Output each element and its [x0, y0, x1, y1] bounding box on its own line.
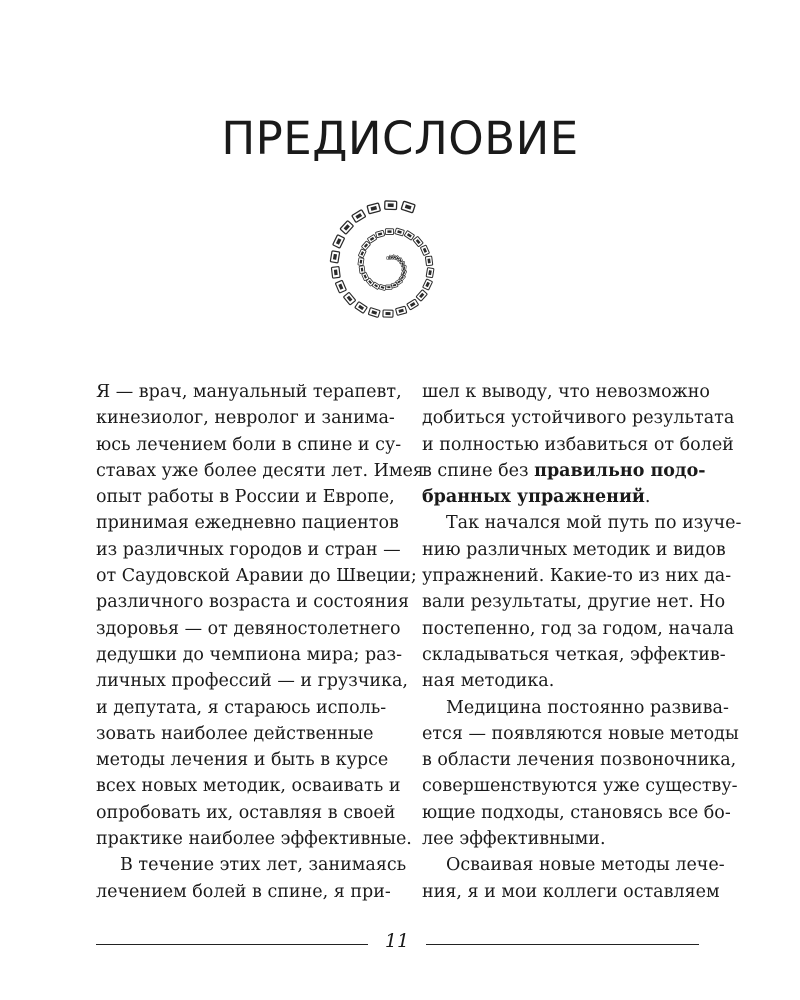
text-run: дедушки до чемпиона мира; раз-	[96, 644, 403, 665]
spiral-glyph	[352, 210, 366, 223]
text-run: вали результаты, другие нет. Но	[422, 592, 726, 613]
text-line	[96, 458, 424, 484]
text-line	[422, 379, 710, 405]
text-line	[422, 510, 742, 536]
text-line	[422, 747, 737, 773]
spiral-glyph	[413, 236, 423, 247]
text-line	[422, 405, 735, 431]
text-run: всех новых методик, осваивать и	[96, 776, 401, 797]
spiral-glyph	[401, 201, 415, 213]
text-run: в области лечения позвоночника,	[422, 750, 737, 771]
page-number: 11	[384, 930, 410, 952]
text-line	[96, 747, 389, 773]
spiral-glyph	[401, 261, 405, 267]
text-run: и депутата, я стараюсь исполь-	[96, 697, 387, 718]
text-line	[422, 537, 726, 563]
bold-text-run: правильно подо-	[534, 460, 706, 481]
text-line	[96, 721, 373, 747]
text-run: ющие подходы, становясь все бо-	[422, 802, 731, 823]
text-run: складываться четкая, эффектив-	[422, 644, 726, 665]
text-line	[422, 563, 732, 589]
text-run: совершенствуются уже существу-	[422, 776, 738, 797]
text-run: кинезиолог, невролог и занима-	[96, 408, 395, 429]
spiral-glyph	[426, 268, 434, 278]
text-line	[96, 852, 407, 878]
spiral-glyph	[423, 279, 433, 290]
spiral-glyph	[396, 306, 407, 315]
spiral-glyph	[416, 290, 427, 302]
text-run: опыт работы в России и Европе,	[96, 487, 395, 508]
text-run: ная методика.	[422, 671, 555, 692]
text-run: Я — врач, мануальный терапевт,	[96, 382, 402, 402]
text-line	[96, 616, 401, 642]
text-line	[96, 589, 410, 615]
text-run: и полностью избавиться от болей	[422, 434, 734, 455]
text-line	[96, 537, 401, 563]
text-column-left	[96, 379, 424, 905]
bold-text-run: бранных упражнений	[422, 487, 645, 508]
text-run: здоровья — от девяностолетнего	[96, 618, 401, 639]
text-line	[96, 379, 402, 405]
text-line	[422, 484, 699, 510]
text-line	[96, 563, 417, 589]
spiral-ornament-icon	[323, 200, 455, 332]
text-run: постепенно, год за годом, начала	[422, 618, 735, 639]
text-run: практике наиболее эффективные.	[96, 829, 412, 850]
text-run: Так начался мой путь по изуче-	[446, 513, 742, 534]
text-run: от Саудовской Аравии до Швеции;	[96, 566, 417, 587]
text-line	[96, 800, 396, 826]
text-run: в спине без	[422, 460, 535, 481]
spiral-glyph	[362, 272, 369, 280]
text-column-right	[422, 379, 742, 905]
text-line	[96, 826, 412, 852]
text-line	[422, 773, 738, 799]
text-run: шел к выводу, что невозможно	[422, 382, 710, 402]
text-line	[422, 642, 726, 668]
text-run: юсь лечением боли в спине и су-	[96, 434, 402, 455]
text-line	[96, 642, 403, 668]
text-line	[96, 668, 408, 694]
text-line	[96, 879, 391, 905]
text-line	[96, 510, 399, 536]
text-run: нию различных методик и видов	[422, 539, 726, 560]
text-run: зовать наиболее действенные	[96, 723, 374, 744]
spiral-glyph	[385, 201, 397, 210]
spiral-glyph	[425, 256, 432, 266]
footer-rule-right	[426, 944, 699, 945]
text-line	[422, 800, 731, 826]
spiral-glyph	[367, 234, 377, 243]
text-run: Осваивая новые методы лече-	[446, 855, 725, 876]
text-run: принимая ежедневно пациентов	[96, 513, 399, 534]
text-line	[422, 432, 734, 458]
text-run: различного возраста и состояния	[96, 592, 410, 613]
text-line	[422, 668, 699, 694]
text-run: из различных городов и стран —	[96, 539, 401, 560]
text-run: упражнений. Какие-то из них да-	[422, 566, 732, 587]
text-line	[422, 721, 739, 747]
spiral-glyph	[395, 228, 405, 236]
text-line	[422, 589, 726, 615]
spiral-glyph	[395, 278, 402, 285]
spiral-glyph	[330, 251, 339, 263]
text-run: ется — появляются новые методы	[422, 723, 739, 744]
spiral-glyph	[358, 258, 364, 266]
spiral-glyph	[359, 266, 365, 274]
text-run: ставах уже более десяти лет. Имея	[96, 460, 424, 481]
spiral-glyph	[383, 310, 393, 317]
text-line	[96, 405, 395, 431]
spiral-glyph	[407, 299, 419, 310]
text-run: .	[644, 487, 651, 508]
text-run: лечением болей в спине, я при-	[96, 881, 391, 902]
spiral-glyph	[343, 292, 355, 305]
spiral-glyph	[420, 245, 429, 256]
text-run: личных профессий — и грузчика,	[96, 671, 408, 692]
text-run: добиться устойчивого результата	[422, 408, 735, 429]
text-run: ния, я и мои коллеги оставляем	[422, 881, 720, 902]
spiral-glyph	[355, 302, 368, 314]
text-line	[96, 695, 387, 721]
page-title: ПРЕДИСЛОВИЕ	[221, 112, 579, 165]
text-run: опробовать их, оставляя в своей	[96, 802, 396, 823]
text-run: В течение этих лет, занимаясь	[120, 855, 407, 876]
spiral-glyph	[375, 230, 384, 238]
spiral-glyph	[333, 235, 345, 249]
text-line	[96, 432, 402, 458]
text-line	[96, 484, 395, 510]
spiral-glyph	[368, 308, 380, 318]
text-line	[422, 616, 735, 642]
spiral-glyph	[367, 203, 380, 214]
text-line	[422, 695, 729, 721]
spiral-glyph	[340, 221, 353, 235]
text-run: лее эффективными.	[422, 829, 606, 850]
text-line	[422, 879, 720, 905]
text-line	[422, 826, 699, 852]
spiral-glyph	[404, 231, 414, 241]
text-line	[422, 852, 725, 878]
text-run: методы лечения и быть в курсе	[96, 750, 389, 771]
spiral-glyph	[331, 267, 340, 279]
spiral-glyph	[335, 280, 346, 293]
text-run: Медицина постоянно развива-	[446, 697, 729, 718]
spiral-glyph	[385, 229, 393, 235]
text-line	[422, 458, 706, 484]
footer-rule-left	[96, 944, 368, 945]
text-line	[96, 773, 401, 799]
